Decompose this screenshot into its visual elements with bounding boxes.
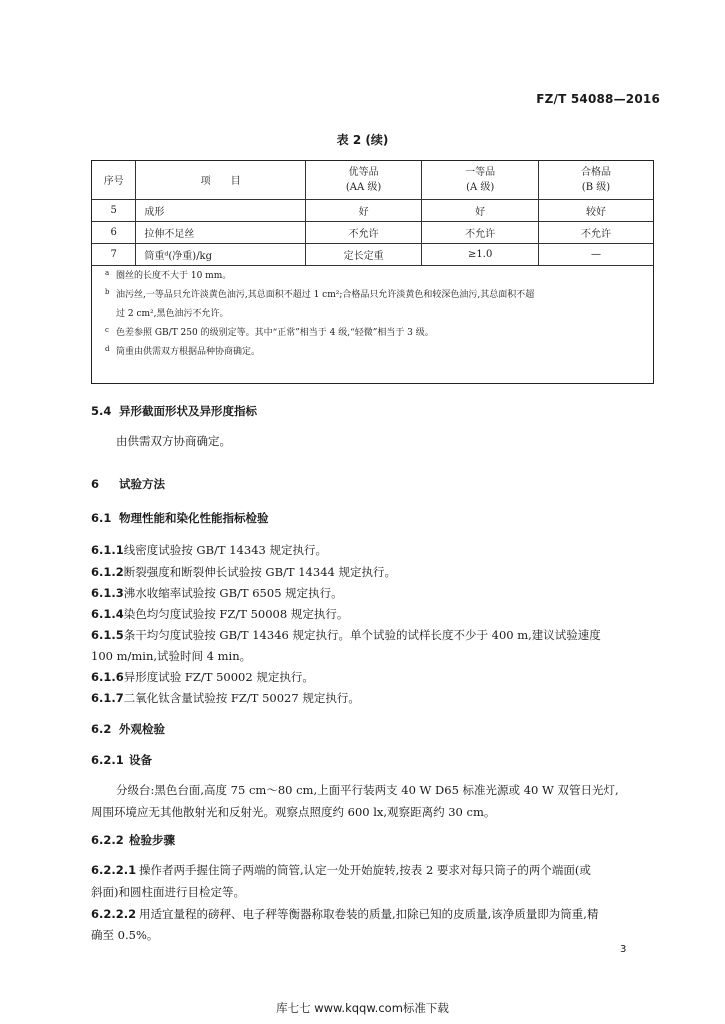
footer-watermark-text: 库七七 www.kqqw.com标准下载	[276, 1001, 449, 1015]
clause-item	[91, 582, 661, 604]
quality-table	[91, 160, 654, 384]
heading-number: 6.1	[91, 511, 112, 525]
clause-item	[91, 859, 661, 881]
table-row	[92, 221, 653, 243]
clause-text: 染色均匀度试验按 FZ/T 50008 规定执行。	[123, 607, 349, 621]
clause-number: 6.1.2	[91, 565, 124, 579]
clause-text: 沸水收缩率试验按 GB/T 6505 规定执行。	[123, 586, 343, 600]
clause-text: 异形度试验 FZ/T 50002 规定执行。	[123, 670, 314, 684]
col-grade-b-sub: (B 级)	[581, 181, 611, 193]
standard-code: FZ/T 54088—2016	[536, 92, 660, 106]
clause-text: 断裂强度和断裂伸长试验按 GB/T 14344 规定执行。	[123, 565, 396, 579]
heading-number: 6.2	[91, 722, 112, 736]
clause-text: 条干均匀度试验按 GB/T 14346 规定执行。单个试验的试样长度不少于 400 m,建议试验速度	[123, 628, 601, 642]
clause-item	[91, 539, 661, 561]
table-notes	[92, 267, 653, 362]
clause-number: 6.1.7	[91, 691, 124, 705]
note-text: 过 2 cm²,黑色油污不允许。	[116, 309, 229, 319]
cell-seq: 6	[92, 221, 136, 243]
clause-number: 6.1.1	[91, 543, 124, 557]
clause-number: 6.2.2.1	[91, 863, 137, 877]
cell-a: 好	[422, 199, 539, 221]
cell-a: 不允许	[422, 221, 539, 243]
col-item: 项 目	[136, 161, 305, 199]
table-note	[105, 343, 643, 362]
cell-aa: 定长定重	[305, 243, 422, 265]
heading-title: 设备	[129, 753, 152, 767]
note-text: 色差参照 GB/T 250 的级别定等。其中“正常”相当于 4 级,“轻微”相当于 3 级。	[116, 328, 434, 338]
cell-item: 拉伸不足丝	[136, 221, 305, 243]
clause-number: 6.1.5	[91, 628, 124, 642]
clause-number: 6.1.4	[91, 607, 124, 621]
note-mark: b	[105, 288, 110, 296]
heading-title: 物理性能和染化性能指标检验	[119, 511, 269, 525]
col-seq: 序号	[92, 161, 136, 199]
table-note	[105, 267, 643, 286]
heading-title: 试验方法	[119, 477, 165, 491]
heading-number: 5.4	[91, 404, 112, 418]
clause-item	[91, 603, 661, 625]
heading-number: 6.2.2	[91, 833, 124, 847]
cell-seq: 7	[92, 243, 136, 265]
cell-seq: 5	[92, 199, 136, 221]
cell-item: 筒重ᵈ(净重)/kg	[136, 243, 305, 265]
clause-continuation: 100 m/min,试验时间 4 min。	[91, 649, 252, 663]
clause-continuation: 斜面)和圆柱面进行目检定等。	[91, 885, 245, 899]
col-grade-b	[538, 161, 653, 199]
col-grade-b-label: 合格品	[580, 166, 611, 178]
heading-6	[91, 473, 661, 495]
col-grade-a-sub: (A 级)	[466, 181, 495, 193]
heading-number: 6.2.1	[91, 753, 124, 767]
cell-b: —	[538, 243, 653, 265]
col-grade-aa-sub: (AA 级)	[345, 181, 382, 193]
note-text: 油污丝,一等品只允许淡黄色油污,其总面积不超过 1 cm²;合格品只允许淡黄色和较深色油污,其总面积不超	[116, 290, 535, 300]
heading-6-2-1	[91, 749, 661, 771]
page-number: 3	[620, 944, 627, 955]
cell-b: 不允许	[538, 221, 653, 243]
heading-title: 检验步骤	[129, 833, 175, 847]
note-mark: c	[105, 326, 109, 334]
heading-5-4	[91, 400, 661, 422]
col-grade-a	[422, 161, 539, 199]
col-grade-aa	[305, 161, 422, 199]
col-grade-aa-label: 优等品	[348, 166, 379, 178]
cell-aa: 不允许	[305, 221, 422, 243]
note-mark: a	[105, 269, 110, 277]
note-text: 圈丝的长度不大于 10 mm。	[116, 271, 232, 281]
cell-item: 成形	[136, 199, 305, 221]
heading-number: 6	[91, 477, 100, 491]
table-header-row	[92, 161, 653, 199]
cell-b: 较好	[538, 199, 653, 221]
paragraph: 分级台:黑色台面,高度 75 cm～80 cm,上面平行装两支 40 W D65 标准光源或 40 W 双管日光灯,	[116, 783, 619, 797]
clause-text: 线密度试验按 GB/T 14343 规定执行。	[123, 543, 327, 557]
cell-aa: 好	[305, 199, 422, 221]
clause-item	[91, 624, 661, 646]
table-caption: 表 2 (续)	[336, 133, 389, 147]
heading-6-2	[91, 718, 661, 740]
clause-text: 二氧化钛含量试验按 FZ/T 50027 规定执行。	[123, 691, 360, 705]
clause-item	[91, 666, 661, 688]
clause-item	[91, 903, 661, 925]
clause-item	[91, 687, 661, 709]
clause-text: 操作者两手握住筒子两端的筒管,认定一处开始旋转,按表 2 要求对每只筒子的两个端面(或	[139, 863, 591, 877]
note-mark: d	[105, 345, 110, 353]
clause-continuation: 确至 0.5%。	[91, 928, 159, 942]
clause-item	[91, 561, 661, 583]
paragraph-continuation: 周围环境应无其他散射光和反射光。观察点照度约 600 lx,观察距离约 30 cm。	[91, 805, 496, 819]
clause-number: 6.2.2.2	[91, 907, 137, 921]
cell-a: ≥1.0	[422, 243, 539, 265]
table-note	[105, 286, 643, 305]
paragraph: 由供需双方协商确定。	[116, 434, 231, 448]
clause-number: 6.1.3	[91, 586, 124, 600]
col-grade-a-label: 一等品	[465, 166, 496, 178]
heading-title: 外观检验	[119, 722, 165, 736]
table-note	[105, 324, 643, 343]
heading-title: 异形截面形状及异形度指标	[119, 404, 257, 418]
clause-number: 6.1.6	[91, 670, 124, 684]
heading-6-2-2	[91, 829, 661, 851]
table-note	[116, 305, 643, 324]
table-row	[92, 243, 653, 265]
table-row	[92, 199, 653, 221]
note-text: 筒重由供需双方根据品种协商确定。	[116, 347, 261, 357]
clause-text: 用适宜量程的磅秤、电子秤等衡器称取卷装的质量,扣除已知的皮质量,该净质量即为筒重,精	[139, 907, 599, 921]
heading-6-1	[91, 507, 661, 529]
